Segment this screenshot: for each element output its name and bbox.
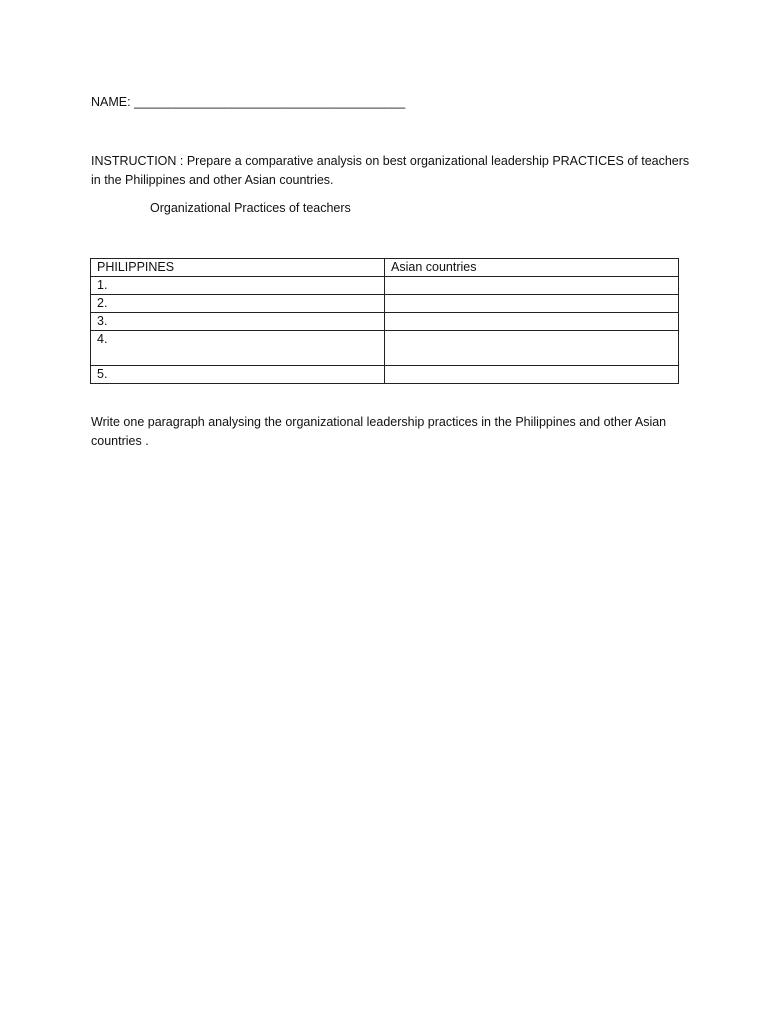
table-cell: 1. [91, 277, 385, 295]
table-cell [385, 313, 679, 331]
paragraph-instruction: Write one paragraph analysing the organizational leadership practices in the Philippines and other Asian countries . [91, 415, 667, 448]
instruction-text: INSTRUCTION : Prepare a comparative analysis on best organizational leadership PRACTICES of teachers in the Philippines and other Asian countries. [91, 154, 690, 187]
header-philippines: PHILIPPINES [91, 259, 385, 277]
table-row [91, 366, 679, 384]
name-field [91, 94, 405, 110]
table-cell [385, 277, 679, 295]
table-row [91, 277, 679, 295]
table-cell: 3. [91, 313, 385, 331]
header-asian-countries: Asian countries [385, 259, 679, 277]
table-cell: 4. [91, 331, 385, 366]
table-row [91, 331, 679, 366]
name-blank-line: _______________________________________ [134, 95, 406, 109]
table-cell [385, 295, 679, 313]
table-cell [385, 331, 679, 366]
table-header-row [91, 259, 679, 277]
table-cell: 2. [91, 295, 385, 313]
table-cell: 5. [91, 366, 385, 384]
table-title: Organizational Practices of teachers [150, 201, 351, 215]
comparison-table [90, 258, 679, 384]
table-row [91, 313, 679, 331]
name-label: NAME: [91, 95, 131, 109]
table-cell [385, 366, 679, 384]
table-row [91, 295, 679, 313]
